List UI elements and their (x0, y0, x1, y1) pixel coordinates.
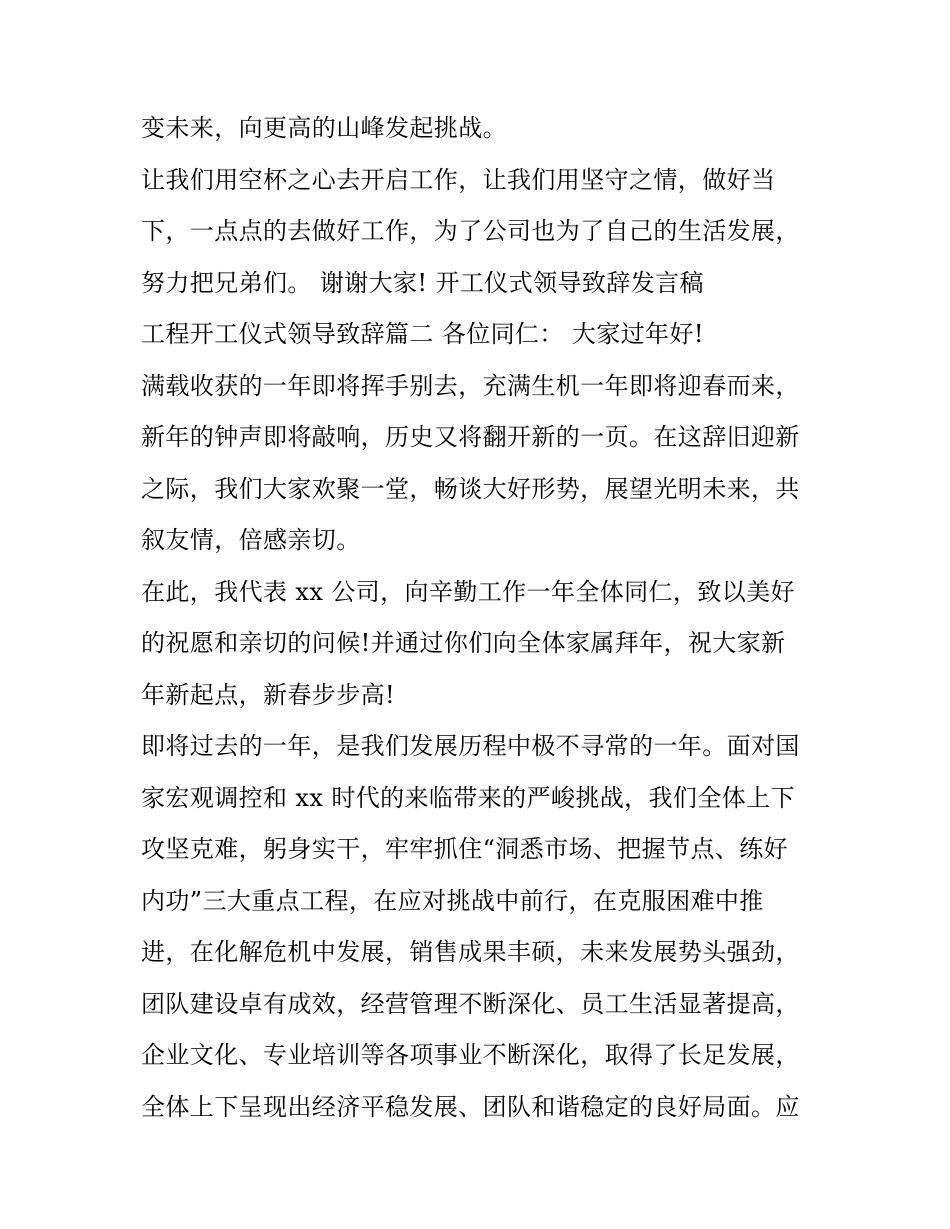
text-line: 团队建设卓有成效，经营管理不断深化、员工生活显著提高， (141, 989, 800, 1018)
text-line: 即将过去的一年，是我们发展历程中极不寻常的一年。面对国 (141, 732, 800, 760)
text-line: 在此，我代表 xx 公司，向辛勤工作一年全体同仁，致以美好 (141, 577, 795, 606)
text-line: 全体上下呈现出经济平稳发展、团队和谐稳定的良好局面。应 (141, 1092, 800, 1121)
text-line: 叙友情，倍感亲切。 (141, 526, 361, 554)
text-line: 家宏观调控和 xx 时代的来临带来的严峻挑战，我们全体上下 (141, 783, 795, 812)
text-line: 进，在化解危机中发展，销售成果丰硕，未来发展势头强劲， (141, 938, 800, 966)
text-line: 满载收获的一年即将挥手别去，充满生机一年即将迎春而来， (141, 371, 800, 400)
text-line: 下，一点点的去做好工作，为了公司也为了自己的生活发展， (141, 217, 800, 245)
text-line: 之际，我们大家欢聚一堂，畅谈大好形势，展望光明未来，共 (141, 474, 800, 503)
document-body (141, 108, 821, 1138)
text-line: 努力把兄弟们。 谢谢大家! 开工仪式领导致辞发言稿 (141, 268, 704, 297)
text-line: 攻坚克难，躬身实干，牢牢抓住“洞悉市场、把握节点、练好 (141, 835, 789, 863)
text-line: 让我们用空杯之心去开启工作，让我们用坚守之情，做好当 (141, 165, 776, 194)
text-line: 变未来，向更高的山峰发起挑战。 (141, 114, 507, 142)
text-line: 的祝愿和亲切的问候!并通过你们向全体家属拜年，祝大家新 (141, 629, 786, 657)
text-line: 企业文化、专业培训等各项事业不断深化，取得了长足发展， (141, 1041, 800, 1069)
text-line: 年新起点，新春步步高! (141, 680, 396, 709)
text-line: 内功”三大重点工程，在应对挑战中前行，在克服困难中推 (141, 886, 764, 915)
text-line: 新年的钟声即将敲响，历史又将翻开新的一页。在这辞旧迎新 (141, 423, 800, 451)
text-line: 工程开工仪式领导致辞篇二 各位同仁： 大家过年好! (141, 320, 704, 348)
